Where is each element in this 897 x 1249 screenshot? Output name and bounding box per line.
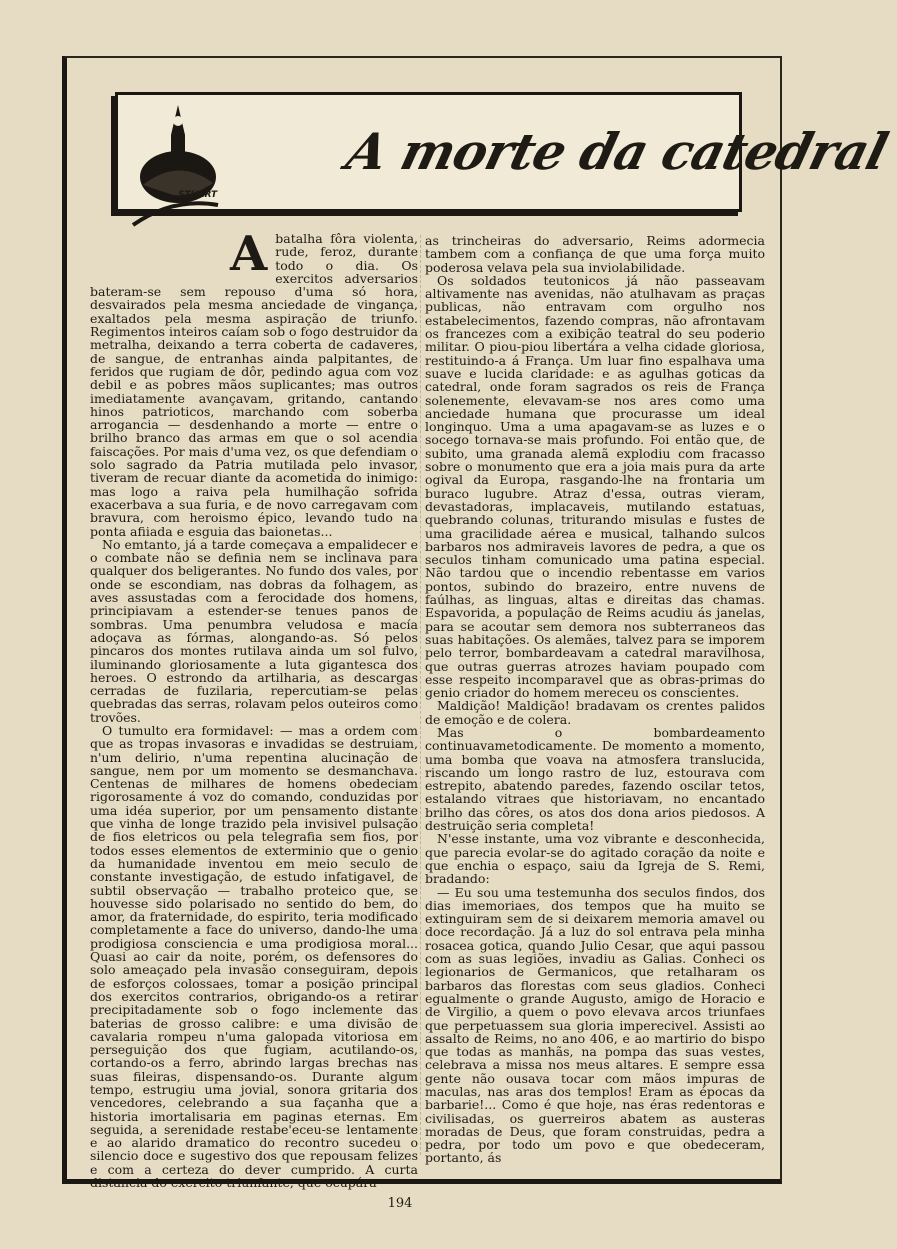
- paragraph: No emtanto, já a tarde começava a empalidecer e o combate não se definia nem se inclinava para qualquer dos beligerantes. No fundo dos vales, por onde se escondiam, nas dobras da folhagem, as aves assustadas com a ferocidade dos homens, principiavam a estender-se tenues panos de sombras. Uma penumbra veludosa e macía adoçava as fórmas, alongando-as. Só pelos pincaros dos montes rutilava ainda um sol fulvo, iluminando gloriosamente a luta gigantesca dos heroes. O estrondo da artilharia, as descargas cerradas de fuzilaria, repercutiam-se pelas quebradas das serras, rolavam pelos outeiros como trovões.: [90, 536, 418, 725]
- paragraph: Maldição! Maldição! bradavam os crentes palidos de emoção e de colera.: [425, 698, 765, 727]
- paragraph: Os soldados teutonicos já não passeavam altivamente nas avenidas, não atulhavam as praças publicas, não entravam com orgulho nos estabelecimentos, fazendo compras, não afrontavam os francezes com a exibição teatral do seu poderio militar. O piou-piou libertára a velha cidade gloriosa, restituindo-a á França. Um luar fino espalhava uma suave e lucida claridade: e as agulhas goticas da catedral, onde foram sagrados os reis de França solenemente, elevavam-se nos ares como uma anciedade humana que procurasse um ideal longinquo. Uma a uma apagavam-se as luzes e o socego tornava-se mais profundo. Foi então que, de subito, uma granada alemã explodiu com fracasso sobre o monumento que era a joia mais pura da arte ogival da Europa, rasgando-lhe na frontaria um buraco lugubre. Atraz d'essa, outras vieram, devastadoras, implacaveis, mutilando estatuas, quebrando colunas, triturando misulas e fustes de uma gracilidade aérea e musical, talhando sulcos barbaros nos admiraveis lavores de pedra, a que os seculos tinham comunicado uma patina especial. Não tardou que o incendio rebentasse em varios pontos, subindo do brazeiro, entre nuvens de faúlhas, as linguas, altas e direitas das chamas. Espavorida, a população de Reims acudiu ás janelas, para se acoutar sem demora nos subterraneos das suas habitações. Os alemães, talvez para se imporem pelo terror, bombardeavam a catedral maravilhosa, que outras guerras atrozes haviam poupado com esse respeito incomparavel que as obras-primas do genio criador do homem mereceu os conscientes.: [425, 272, 765, 701]
- drop-cap: A: [230, 226, 268, 282]
- page-number: 194: [387, 1196, 413, 1211]
- paragraph: N'esse instante, uma voz vibrante e desconhecida, que parecia evolar-se do agitado coração da noite e que enchia o espaço, saiu da Igreja de S. Remi, bradando:: [425, 831, 765, 887]
- right-text-column: [425, 234, 765, 1165]
- title-banner: [115, 92, 893, 212]
- artist-signature: STUART: [178, 190, 218, 200]
- article-title: A morte da catedral: [340, 122, 893, 181]
- paragraph: as trincheiras do adversario, Reims adormecia tambem com a confiança de que uma força muito poderosa velava pela sua inviolabilidade.: [425, 233, 765, 275]
- paragraph: Mas o bombardeamento continuavametodicamente. De momento a momento, uma bomba que voava na atmosfera translucida, riscando um longo rastro de luz, estourava com estrepito, abatendo paredes, fazendo oscilar tetos, estalando vitraes que historiavam, no encantado brilho das côres, os atos dos dona arios piedosos. A destruição seria completa!: [425, 724, 765, 834]
- paragraph: O tumulto era formidavel: — mas a ordem com que as tropas invasoras e invadidas se destruiam, n'um delirio, n'uma repentina alucinação de sangue, nem por um momento se desmanchava. Centenas de milhares de homens obedeciam rigorosamente á voz do comando, conduzidas por uma idéa superior, por um pensamento distante que vinha de longe trazido pela invisivel pulsação de fios eletricos ou pela telegrafia sem fios, por todos esses elementos de exterminio que o genio da humanidade inventou em meio seculo de constante investigação, de estudo infatigavel, de subtil observação — trabalho proteico que, se houvesse sido polarisado no sentido do bem, do amor, da fraternidade, do espirito, teria modificado completamente a face do universo, dando-lhe uma prodigiosa consciencia e uma prodigiosa moral... Quasi ao cair da noite, porém, os defensores do solo ameaçado pela invasão conseguiram, depois de esforços colossaes, tomar a posição principal dos exercitos contrarios, obrigando-os a retirar precipitadamente sob o fogo inclemente das baterias de grosso calibre: e uma divisão de cavalaria rompeu n'uma galopada vitoriosa em perseguição dos que fugiam, acutilando-os, cortando-os a ferro, abrindo largas brechas nas suas fileiras, dispensando-os. Durante algum tempo, estrugiu uma jovial, sonora gritaria dos vencedores, celebrando a sua façanha que a historia imortalisaria em paginas eternas. Em seguida, a serenidade restabe'eceu-se lentamente e ao alarido dramatico do recontro sucedeu o silencio doce e sugestivo dos que repousam felizes e com a certeza do dever cumprido. A curta distancia do exercito triunfante, que ocupára: [90, 722, 418, 1191]
- column-divider: [420, 235, 421, 1155]
- paragraph: batalha fôra violenta, rude, feroz, durante todo o dia. Os exercitos adversarios bateram-se sem repouso d'uma só hora, desvairados pela mesma anciedade de vingança, exaltados pela mesma aspiração de triunfo. Regimentos inteiros caíam sob o fogo destruidor da metralha, deixando a terra coberta de cadaveres, de sangue, de entranhas ainda palpitantes, de feridos que rugiam de dôr, pedindo agua com voz debil e as pobres mãos suplicantes; mas outros imediatamente avançavam, gritando, cantando hinos patrioticos, marchando com soberba arrogancia — desdenhando a morte — entre o brilho branco das armas em que o sol acendia faiscações. Por mais d'uma vez, os que defendiam o solo sagrado da Patria mutilada pelo invasor, tiveram de recuar diante da acometida do inimigo: mas logo a raiva pela humilhação sofrida exacerbava a sua furia, e de novo carregavam com bravura, com heroismo épico, levando tudo na ponta afiiada e esguia das baionetas...: [90, 231, 418, 539]
- paragraph: — Eu sou uma testemunha dos seculos findos, dos dias imemoriaes, dos tempos que ha muito se extinguiram sem de si deixarem memoria amavel ou doce recordação. Já a luz do sol entrava pela minha rosacea gotica, quando Julio Cesar, que aqui passou com as suas legiões, invadiu as Galias. Conheci os legionarios de Germanicos, que retalharam os barbaros das florestas com seus gladios. Conheci egualmente o grande Augusto, amigo de Horacio e de Virgilio, a quem o povo elevava arcos triunfaes que perpetuassem sua gloria imperecivel. Assisti ao assalto de Reims, no ano 406, e ao martirio do bispo que todas as manhãs, na pompa das suas vestes, celebrava a missa nos meus altares. E sempre essa gente não ousava tocar com mãos impuras de maculas, nas aras dos templos! Eram as épocas da barbarie!... Como é que hoje, nas éras redentoras e civilisadas, os guerreiros abatem as austeras moradas de Deus, que foram construidas, pedra a pedra, por todo um povo e que obedeceram, portanto, ás: [425, 884, 765, 1166]
- pickelhaube-helmet-illustration: [133, 97, 258, 227]
- left-text-column: [90, 226, 418, 1191]
